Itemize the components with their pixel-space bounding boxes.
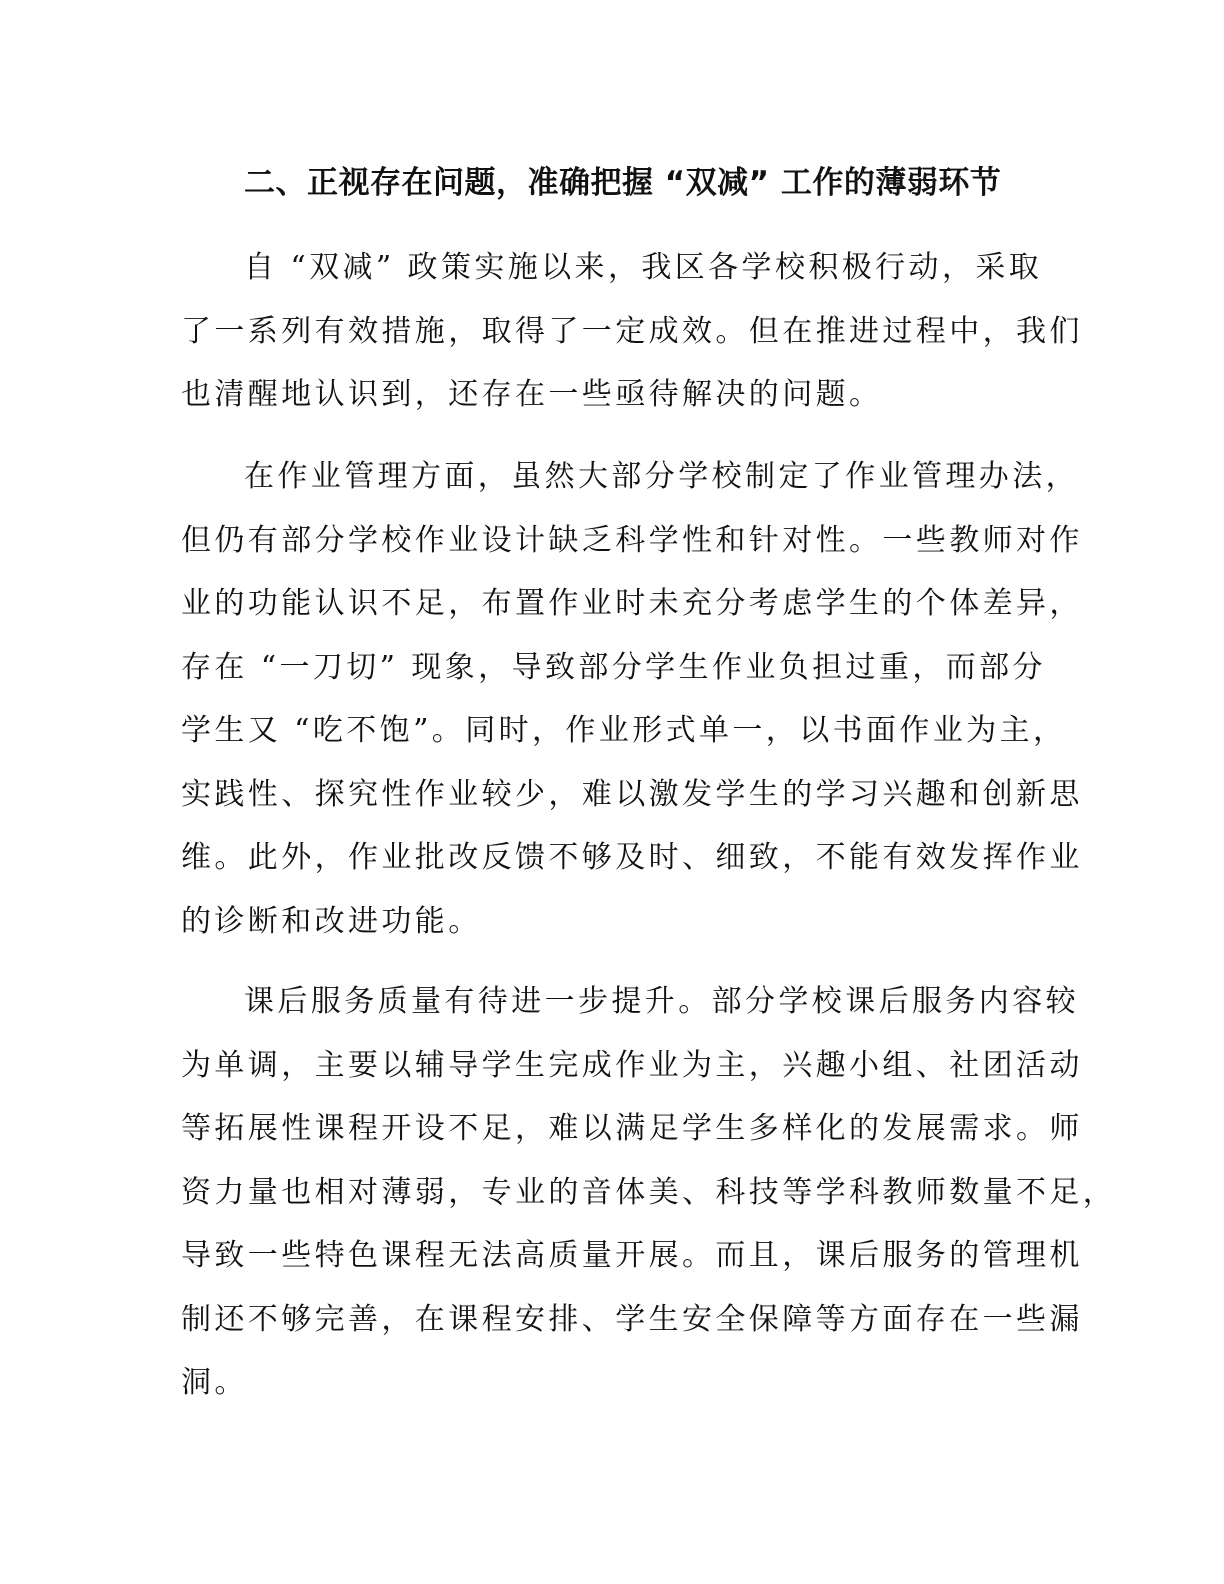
paragraph-line: 课后服务质量有待进一步提升。部分学校课后服务内容较 <box>244 984 1079 1019</box>
paragraph-line: 存在 “一刀切” 现象，导致部分学生作业负担过重，而部分 <box>181 649 1046 685</box>
paragraph-line: 业的功能认识不足，布置作业时未充分考虑学生的个体差异， <box>181 586 1083 621</box>
paragraph-line: 也清醒地认识到，还存在一些亟待解决的问题。 <box>181 377 883 412</box>
paragraph-homework <box>181 445 1083 953</box>
paragraph-line: 在作业管理方面，虽然大部分学校制定了作业管理办法， <box>244 459 1079 494</box>
paragraph-line: 自 “双减” 政策实施以来，我区各学校积极行动，采取 <box>244 250 1043 285</box>
paragraph-after-school <box>181 970 1117 1415</box>
paragraph-line: 维。此外，作业批改反馈不够及时、细致，不能有效发挥作业 <box>181 840 1083 875</box>
paragraph-line: 洞。 <box>181 1365 248 1400</box>
paragraph-line: 了一系列有效措施，取得了一定成效。但在推进过程中，我们 <box>181 313 1083 349</box>
section-heading: 二、正视存在问题，准确把握 “双减” 工作的薄弱环节 <box>244 165 1002 201</box>
paragraph-intro <box>181 236 1083 427</box>
paragraph-line: 但仍有部分学校作业设计缺乏科学性和针对性。一些教师对作 <box>181 522 1083 558</box>
paragraph-line: 实践性、探究性作业较少，难以激发学生的学习兴趣和创新思 <box>181 776 1083 812</box>
paragraph-line: 的诊断和改进功能。 <box>181 903 482 939</box>
paragraph-line: 资力量也相对薄弱，专业的音体美、科技等学科教师数量不足， <box>181 1174 1117 1210</box>
paragraph-line: 制还不够完善，在课程安排、学生安全保障等方面存在一些漏 <box>181 1301 1083 1337</box>
paragraph-line: 导致一些特色课程无法高质量开展。而且，课后服务的管理机 <box>181 1238 1083 1273</box>
paragraph-line: 学生又 “吃不饱”。同时，作业形式单一，以书面作业为主， <box>181 713 1067 748</box>
paragraph-line: 等拓展性课程开设不足，难以满足学生多样化的发展需求。师 <box>181 1111 1083 1146</box>
paragraph-line: 为单调，主要以辅导学生完成作业为主，兴趣小组、社团活动 <box>181 1047 1083 1083</box>
